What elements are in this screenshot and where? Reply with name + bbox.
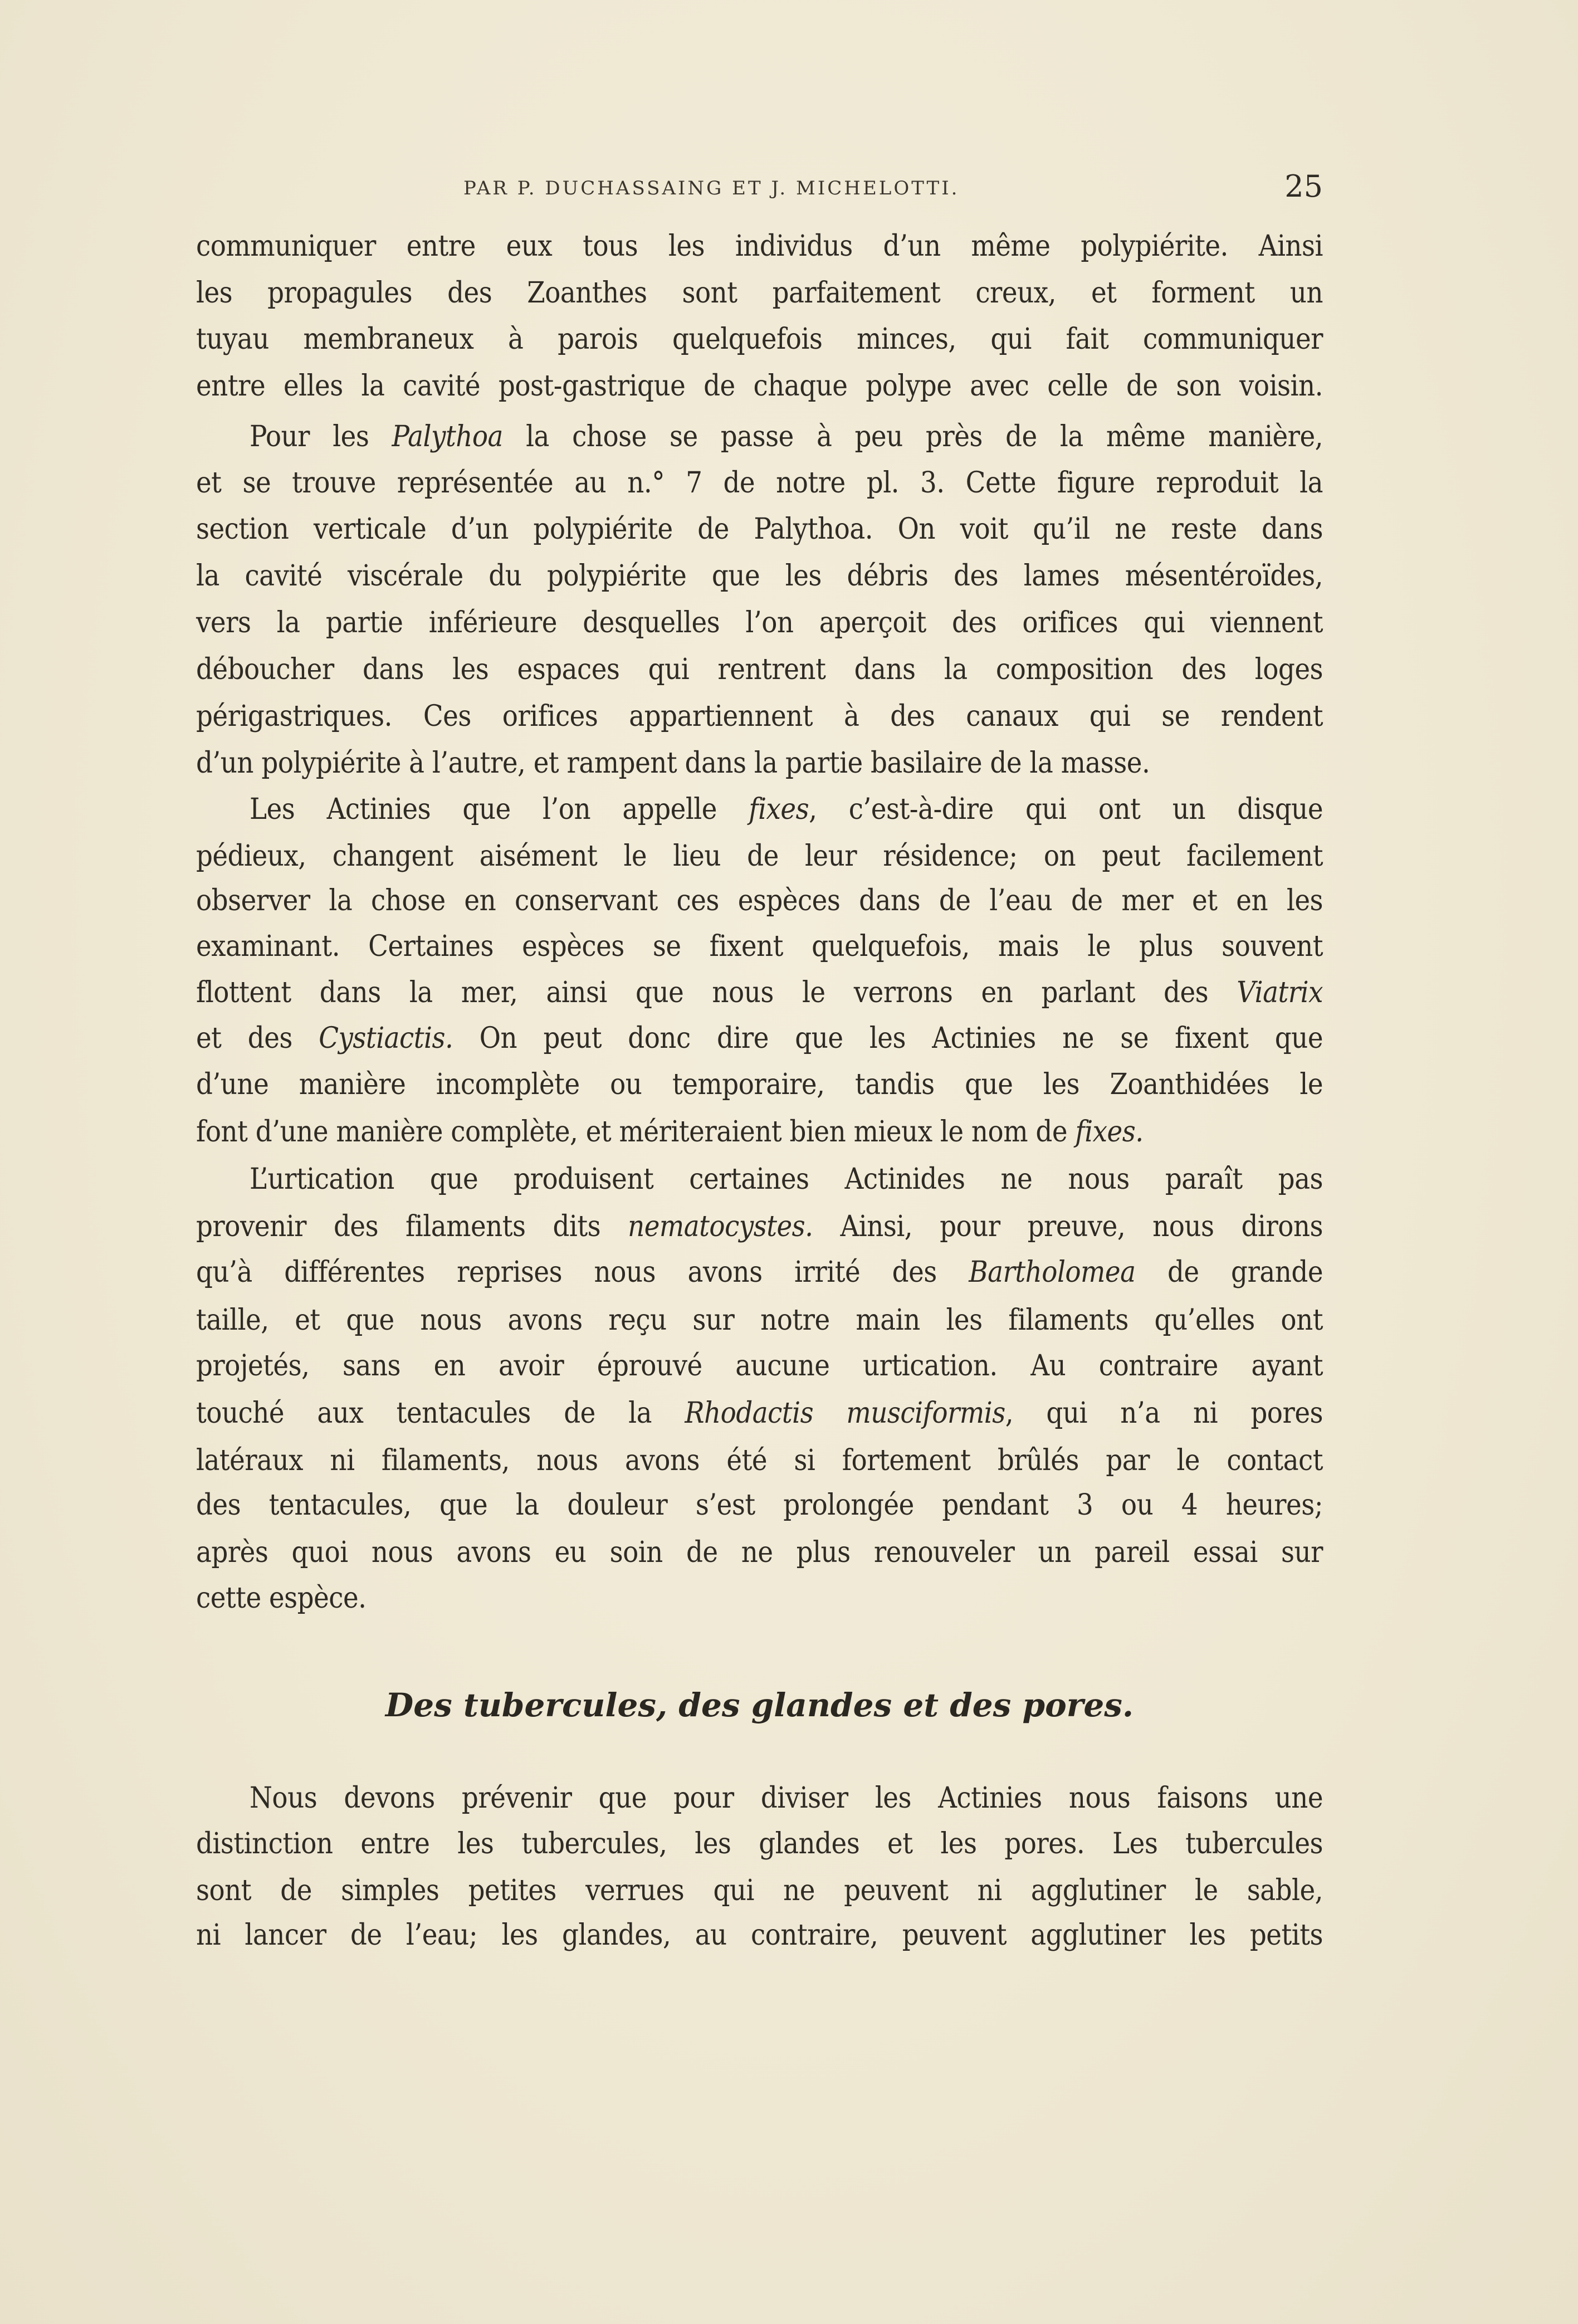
text-line [196, 223, 1323, 270]
text-segment: cette espèce. [196, 1581, 367, 1615]
text-segment: entre elles la cavité post-gastrique de chaque polype avec celle de son voisin. [196, 369, 1323, 403]
text-segment: les propagules des Zoanthes sont parfaitement creux, et forment un [196, 276, 1323, 310]
text-segment: , qui n’a ni pores [1005, 1397, 1323, 1430]
text-line [196, 646, 1323, 693]
section-heading: Des tubercules, des glandes et des pores. [385, 1686, 1134, 1724]
text-line [196, 786, 1323, 833]
text-line [196, 1867, 1323, 1914]
text-segment: de grande [1135, 1256, 1323, 1289]
text-segment: la chose se passe à peu près de la même manière, [502, 420, 1323, 453]
text-segment: qu’à différentes reprises nous avons irrité des [196, 1256, 969, 1289]
text-line [196, 599, 1323, 646]
text-segment: observer la chose en conservant ces espèces dans de l’eau de mer et en les [196, 884, 1323, 917]
text-line [196, 1575, 1323, 1622]
text-line [196, 740, 1323, 787]
text-line [196, 969, 1323, 1016]
text-segment: communiquer entre eux tous les individus d’un même polypiérite. Ainsi [196, 230, 1323, 263]
text-line [196, 1203, 1323, 1250]
text-segment: examinant. Certaines espèces se fixent quelquefois, mais le plus souvent [196, 930, 1323, 963]
text-segment: Pour les [250, 420, 392, 453]
text-segment: , c’est-à-dire qui ont un disque [809, 793, 1323, 826]
text-segment: latéraux ni filaments, nous avons été si fortement brûlés par le contact [196, 1444, 1323, 1477]
text-segment: ni lancer de l’eau; les glandes, au contraire, peuvent agglutiner les petits [196, 1918, 1323, 1952]
italic-term: Palythoa [392, 420, 503, 453]
text-segment: provenir des filaments dits [196, 1210, 628, 1243]
text-line [196, 1061, 1323, 1108]
text-line [196, 553, 1323, 599]
text-line [196, 363, 1323, 409]
text-line [196, 460, 1323, 506]
text-line [196, 1529, 1323, 1576]
text-segment: périgastriques. Ces orifices appartiennent à des canaux qui se rendent [196, 700, 1323, 733]
text-segment: font d’une manière complète, et mériteraient bien mieux le nom de [196, 1115, 1076, 1149]
text-segment: section verticale d’un polypiérite de Palythoa. On voit qu’il ne reste dans [196, 512, 1323, 546]
text-segment: touché aux tentacules de la [196, 1397, 685, 1430]
text-line [196, 693, 1323, 740]
italic-term: fixes. [1075, 1115, 1144, 1149]
text-line [196, 1912, 1323, 1959]
text-segment: Ainsi, pour preuve, nous dirons [813, 1210, 1323, 1243]
text-segment: des tentacules, que la douleur s’est prolongée pendant 3 ou 4 heures; [196, 1488, 1323, 1522]
text-line [196, 877, 1323, 924]
page-number: 25 [1284, 169, 1323, 204]
italic-term: Viatrix [1237, 976, 1323, 1009]
italic-term: nematocystes. [628, 1210, 813, 1243]
text-segment: d’un polypiérite à l’autre, et rampent dans la partie basilaire de la masse. [196, 746, 1150, 780]
text-segment: Les Actinies que l’on appelle [250, 793, 749, 826]
text-segment: déboucher dans les espaces qui rentrent dans la composition des loges [196, 653, 1323, 686]
text-line [196, 1342, 1323, 1389]
text-segment: et se trouve représentée au n.° 7 de notre pl. 3. Cette figure reproduit la [196, 466, 1323, 500]
text-line [196, 1390, 1323, 1437]
text-line [196, 1249, 1323, 1296]
text-segment: pédieux, changent aisément le lieu de leur résidence; on peut facilement [196, 839, 1323, 873]
text-segment: tuyau membraneux à parois quelquefois minces, qui fait communiquer [196, 323, 1323, 356]
text-line [196, 1156, 1323, 1203]
text-line [196, 1015, 1323, 1062]
text-segment: la cavité viscérale du polypiérite que les débris des lames mésentéroïdes, [196, 559, 1323, 593]
italic-term: fixes [749, 793, 809, 826]
text-line [196, 923, 1323, 970]
text-line [196, 506, 1323, 553]
text-line [196, 1109, 1323, 1155]
text-line [196, 270, 1323, 316]
italic-term: Cystiactis. [319, 1022, 453, 1055]
text-segment: sont de simples petites verrues qui ne peuvent ni agglutiner le sable, [196, 1874, 1323, 1907]
text-line [196, 316, 1323, 363]
text-segment: On peut donc dire que les Actinies ne se fixent que [453, 1022, 1323, 1055]
text-segment: L’urtication que produisent certaines Actinides ne nous paraît pas [250, 1163, 1323, 1196]
text-segment: distinction entre les tubercules, les glandes et les pores. Les tubercules [196, 1827, 1323, 1861]
text-segment: après quoi nous avons eu soin de ne plus renouveler un pareil essai sur [196, 1536, 1323, 1569]
text-segment: Nous devons prévenir que pour diviser les Actinies nous faisons une [250, 1781, 1323, 1815]
text-segment: projetés, sans en avoir éprouvé aucune urtication. Au contraire ayant [196, 1349, 1323, 1383]
text-segment: taille, et que nous avons reçu sur notre main les filaments qu’elles ont [196, 1303, 1323, 1337]
text-segment: et des [196, 1022, 319, 1055]
text-line [196, 1482, 1323, 1529]
italic-term: Rhodactis musciformis [685, 1397, 1005, 1430]
text-line [196, 1437, 1323, 1484]
text-segment: vers la partie inférieure desquelles l’on aperçoit des orifices qui viennent [196, 606, 1323, 639]
text-line [196, 1820, 1323, 1867]
text-line [196, 833, 1323, 880]
running-title: PAR P. DUCHASSAING ET J. MICHELOTTI. [463, 177, 960, 199]
text-segment: d’une manière incomplète ou temporaire, tandis que les Zoanthidées le [196, 1068, 1323, 1101]
running-head [196, 169, 1323, 205]
text-line [196, 1775, 1323, 1822]
italic-term: Bartholomea [969, 1256, 1136, 1289]
text-segment: flottent dans la mer, ainsi que nous le verrons en parlant des [196, 976, 1237, 1009]
text-line [196, 1297, 1323, 1344]
text-line [196, 413, 1323, 460]
